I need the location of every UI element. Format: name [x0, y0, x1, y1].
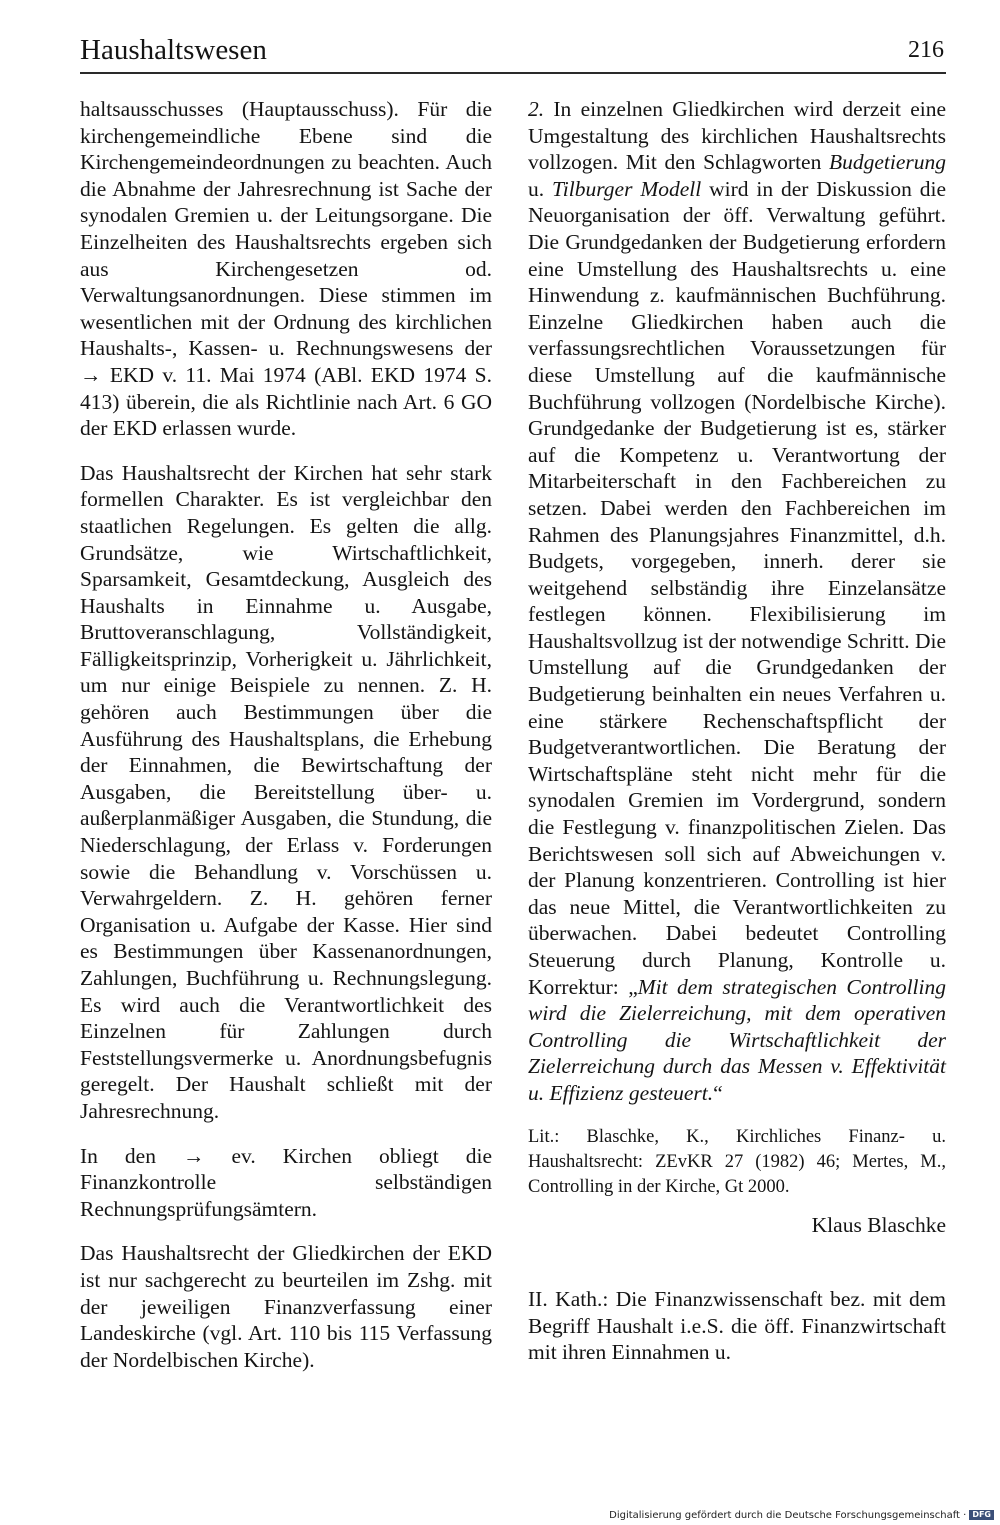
- page-number: 216: [908, 37, 944, 63]
- paragraph: Das Haushaltsrecht der Kirchen hat sehr stark formellen Charakter. Es ist vergleichbar den staatlichen Regelungen. Es gelten die allg. Grundsätze, wie Wirtschaftlichkeit, Sparsamkeit, Gesamtdeckung, Ausgleich des Haushalts in Einnahme u. Ausgabe, Bruttoveranschlagung, Vollständigkeit, Fälligkeitsprinzip, Vorherigkeit u. Jährlichkeit, um nur einige Beispiele zu nennen. Z. H. gehören auch Bestimmungen über die Ausführung des Haushaltsplans, die Erhebung der Einnahmen, die Bewirtschaftung der Ausgaben, die Bereitstellung über- u. außerplanmäßiger Ausgaben, die Stundung, die Niederschlagung, der Erlass v. Forderungen sowie die Behandlung v. Vorschüssen u. Verwahrgeldern. Z. H. gehören ferner Organisation u. Aufgabe der Kasse. Hier sind es Bestimmungen über Kassenanordnungen, Zahlungen, Buchführung u. Rechnungslegung. Es wird auch die Verantwortlichkeit des Einzelnen für Zahlungen durch Feststellungsvermerke u. Anordnungsbefugnis geregelt. Der Haushalt schließt mit der Jahresrechnung.: [80, 460, 492, 1123]
- dfg-logo: DFG: [969, 1510, 994, 1520]
- digitization-footer: [609, 1510, 994, 1522]
- literature-reference: Lit.: Blaschke, K., Kirchliches Finanz- u. Haushaltsrecht: ZEvKR 27 (1982) 46; Mertes, M., Controlling in der Kirche, Gt 2000.: [528, 1126, 946, 1197]
- header-rule: [80, 72, 946, 74]
- left-column: [80, 96, 492, 1373]
- paragraph: II. Kath.: Die Finanzwissenschaft bez. mit dem Begriff Haushalt i.e.S. die öff. Finanzwirtschaft mit ihren Einnahmen u.: [528, 1287, 946, 1365]
- footer-text: Digitalisierung gefördert durch die Deutsche Forschungsgemeinschaft ·: [609, 1510, 967, 1521]
- closing-quote: “: [713, 1080, 723, 1105]
- emphasis: Budgetierung: [828, 150, 946, 175]
- text-run: In einzelnen Gliedkirchen wird derzeit eine Umgestaltung des kirchlichen Haushaltsrechts vollzogen. Mit den Schlagworten: [528, 97, 946, 175]
- paragraph: Das Haushaltsrecht der Gliedkirchen der EKD ist nur sachgerecht zu beurteilen im Zshg. mit der jeweiligen Finanzverfassung einer Landeskirche (vgl. Art. 110 bis 115 Verfassung der Nordelbischen Kirche).: [80, 1241, 492, 1372]
- paragraph: In den → ev. Kirchen obliegt die Finanzkontrolle selbständigen Rechnungsprüfungsämtern.: [80, 1143, 492, 1221]
- text-run: wird in der Diskussion die Neuorganisation der öff. Verwaltung geführt. Die Grundgedanken der Budgetierung erfordern eine Umstellung des Haushaltsrechts u. eine Hinwendung z. kaufmännischen Buchführung. Einzelne Gliedkirchen haben auch die verfassungsrechtlichen Voraussetzungen für diese Umstellung auf die kaufmännische Buchführung vollzogen (Nordelbische Kirche). Grundgedanke der Budgetierung ist es, stärker auf die Kompetenz u. Verantwortung der Mitarbeiterschaft in den Fachbereichen zu setzen. Dabei werden den Fachbereichen im Rahmen des Planungsjahres Finanzmittel, d.h. Budgets, vorgegeben, innerh. derer sie weitgehend selbständig ihre Einzelansätze festlegen können. Flexibilisierung im Haushaltsvollzug ist der notwendige Schritt. Die Umstellung auf die Grundgedanken der Budgetierung beinhalten ein neues Verfahren u. eine stärkere Rechenschaftspflicht der Budgetverantwortlichen. Die Beratung der Wirtschaftspläne steht nicht mehr für die synodalen Gremien im Vordergrund, sondern die Festlegung v. finanzpolitischen Zielen. Das Berichtswesen soll sich auf Abweichungen v. der Planung konzentrieren. Controlling ist hier das neue Mittel, die Verantwortlichkeiten zu überwachen. Dabei bedeutet Controlling Steuerung durch Planung, Kontrolle u. Korrektur: „: [528, 176, 946, 999]
- running-head-title: Haushaltswesen: [80, 34, 267, 66]
- paragraph-number: 2.: [528, 97, 545, 121]
- quotation: Mit dem strategischen Controlling wird die Zielerreichung, mit dem operativen Controlling die Wirtschaftlichkeit der Zielerreichung durch das Messen v. Effektivität u. Effizienz gesteuert.: [528, 974, 946, 1105]
- emphasis: Tilburger Modell: [552, 176, 702, 201]
- paragraph: haltsausschusses (Hauptausschuss). Für die kirchengemeindliche Ebene sind die Kirchengemeindeordnungen zu beachten. Auch die Abnahme der Jahresrechnung ist Sache der synodalen Gremien u. der Leitungsorgane. Die Einzelheiten des Haushaltsrechts ergeben sich aus Kirchengesetzen od. Verwaltungsanordnungen. Diese stimmen im wesentlichen mit der Ordnung des kirchlichen Haushalts-, Kassen- u. Rechnungswesens der → EKD v. 11. Mai 1974 (ABl. EKD 1974 S. 413) überein, die als Richtlinie nach Art. 6 GO der EKD erlassen wurde.: [80, 97, 492, 441]
- right-column: [528, 96, 946, 1366]
- text-run: u.: [528, 176, 552, 201]
- paragraph: [528, 96, 946, 1107]
- author-signature: Klaus Blaschke: [811, 1212, 946, 1237]
